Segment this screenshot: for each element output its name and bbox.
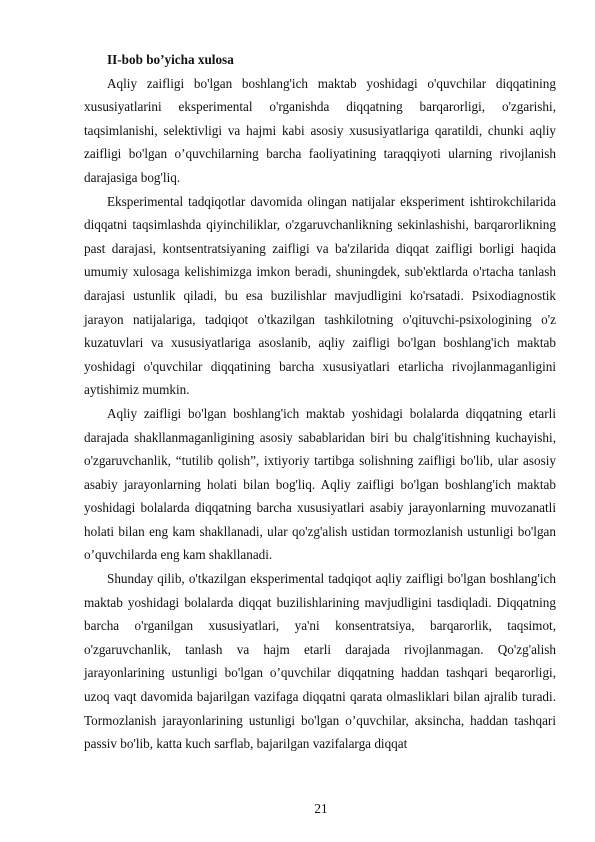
paragraph-4: Shunday qilib, o'tkazilgan eksperimental tadqiqot aqliy zaifligi bo'lgan boshlang'ich maktab yoshidagi bolalarda diqqat buzilishlarining mavjudligini tasdiqladi. Diqqatning barcha o'rganilgan xususiyatlari, ya'ni konsentratsiya, barqarorlik, taqsimot, o'zgaruvchanlik, tanlash va hajm etarli darajada rivojlanmagan. Qo'zg'alish jarayonlarining ustunligi bo'lgan o’quvchilar diqqatning haddan tashqari beqarorligi, uzoq vaqt davomida bajarilgan vazifaga diqqatni qarata olmasliklari bilan ajralib turadi. Tormozlanish jarayonlarining ustunligi bo'lgan o’quvchilar, aksincha, haddan tashqari passiv bo'lib, katta kuch sarflab, bajarilgan vazifalarga diqqat [84, 571, 556, 752]
paragraph-3: Aqliy zaifligi bo'lgan boshlang'ich maktab yoshidagi bolalarda diqqatning etarli darajada shakllanmaganligining asosiy sabablaridan biri bu chalg'itishning kuchayishi, o'zgaruvchanlik, “tutilib qolish”, ixtiyoriy tartibga solishning zaifligi bo'lib, ular asosiy asabiy jarayonlarning holati bilan bog'liq. Aqliy zaifligi bo'lgan boshlang'ich maktab yoshidagi bolalarda diqqatning barcha xususiyatlari asabiy jarayonlarning muvozanatli holati bilan eng kam shakllanadi, ular qo'zg'alish ustidan tormozlanish ustunligi bo'lgan o’quvchilarda eng kam shakllanadi. [84, 405, 556, 563]
paragraph-1: Aqliy zaifligi bo'lgan boshlang'ich maktab yoshidagi o'quvchilar diqqatining xususiyatlarini eksperimental o'rganishda diqqatning barqarorligi, o'zgarishi, taqsimlanishi, selektivligi va hajmi kabi asosiy xususiyatlariga qaratildi, chunki aqliy zaifligi bo'lgan o’quvchilarning barcha faoliyatining taraqqiyoti ularning rivojlanish darajasiga bog'liq. [84, 75, 556, 185]
page-number: 21 [314, 801, 328, 816]
document-page [84, 48, 556, 756]
section-heading: II-bob bo’yicha xulosa [107, 52, 234, 67]
paragraph-2: Eksperimental tadqiqotlar davomida olingan natijalar eksperiment ishtirokchilarida diqqatni taqsimlashda qiyinchiliklar, o'zgaruvchanlikning sekinlashishi, barqarorlikning past darajasi, kontsentratsiyaning zaifligi va ba'zilarida diqqat zaifligi borligi haqida umumiy xulosaga kelishimizga imkon beradi, shuningdek, sub'ektlarda o'rtacha tanlash darajasi ustunlik qiladi, bu esa buzilishlar mavjudligini ko'rsatadi. Psixodiagnostik jarayon natijalariga, tadqiqot o'tkazilgan tashkilotning o'qituvchi-psixologining o'z kuzatuvlari va xususiyatlariga asoslanib, aqliy zaifligi bo'lgan boshlang'ich maktab yoshidagi o'quvchilar diqqatining barcha xususiyatlari etarlicha rivojlanmaganligini aytishimiz mumkin. [84, 193, 556, 398]
